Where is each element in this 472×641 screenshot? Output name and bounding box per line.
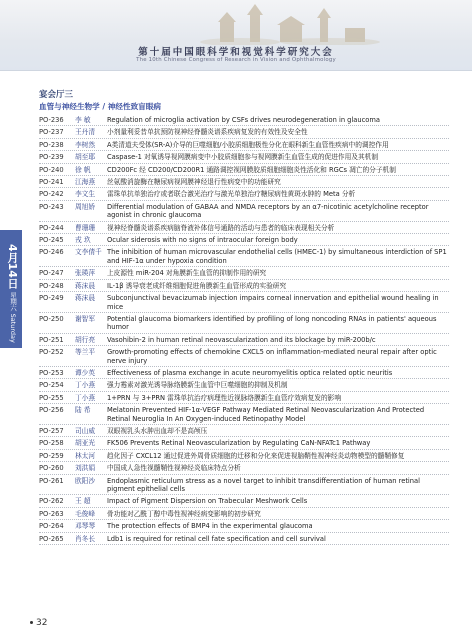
poster-row — [39, 280, 449, 292]
poster-row — [39, 267, 449, 279]
poster-row — [39, 234, 449, 246]
poster-code: PO-263 — [39, 509, 64, 518]
poster-code: PO-253 — [39, 368, 64, 377]
presenter-name: 张瑛萍 — [75, 269, 96, 278]
bullet-icon — [30, 621, 33, 624]
presenter-name: 胡亚光 — [75, 439, 96, 448]
poster-title: Subconjunctival bevacizumab injection impairs corneal innervation and epithelial wound healing in mice — [107, 294, 439, 311]
poster-row — [39, 346, 449, 367]
poster-row — [39, 176, 449, 188]
poster-code: PO-249 — [39, 294, 64, 303]
poster-title: 小剂量利妥昔单抗预防视神经脊髓炎谱系疾病复发的有效性及安全性 — [107, 128, 308, 137]
presenter-name: 胡行亮 — [75, 335, 96, 344]
poster-row — [39, 533, 449, 545]
poster-row — [39, 404, 449, 425]
poster-code: PO-265 — [39, 534, 64, 543]
poster-code: PO-238 — [39, 140, 64, 149]
page-header — [0, 0, 472, 71]
presenter-name: 胡至耶 — [75, 153, 96, 162]
poster-row — [39, 201, 449, 222]
poster-code: PO-252 — [39, 348, 64, 357]
poster-code: PO-244 — [39, 223, 64, 232]
poster-title: 雷珠单抗单独治疗或者联合激光治疗与激光单独治疗糖尿病性黄斑水肿的 Meta 分析 — [107, 190, 356, 199]
poster-code: PO-256 — [39, 406, 64, 415]
presenter-name: 等兰平 — [75, 348, 96, 357]
poster-row — [39, 367, 449, 379]
poster-row — [39, 462, 449, 474]
poster-code: PO-243 — [39, 202, 64, 211]
poster-row — [39, 313, 449, 334]
city-skyline-illustration — [200, 0, 380, 45]
presenter-name: 蒋沫晨 — [75, 281, 96, 290]
presenter-name: 文李倩千 — [75, 248, 102, 257]
poster-row — [39, 188, 449, 200]
poster-title: Impact of Pigment Dispersion on Trabecular Meshwork Cells — [107, 497, 308, 506]
poster-title: IL-1β 诱导衰老成纤维细胞促进角膜新生血管形成的实验研究 — [107, 281, 287, 290]
poster-title: Growth-promoting effects of chemokine CXCL5 on inflammation-mediated neural repair after optic nerve injury — [107, 348, 437, 365]
presenter-name: 周旭娇 — [75, 202, 96, 211]
poster-code: PO-242 — [39, 190, 64, 199]
poster-code: PO-246 — [39, 248, 64, 257]
presenter-name: 谭少英 — [75, 368, 96, 377]
presenter-name: 戎 玖 — [75, 236, 91, 245]
presenter-name: 王 超 — [75, 497, 91, 506]
presenter-name: 欧阳沙 — [75, 476, 96, 485]
session-subtitle: 血管与神经生物学 / 神经性致盲眼病 — [39, 102, 161, 111]
presenter-name: 李树然 — [75, 140, 96, 149]
poster-row — [39, 392, 449, 404]
presenter-name: 司山威 — [75, 426, 96, 435]
poster-title: CD200Fc 经 CD200/CD200R1 通路调控视网膜胶质细胞细胞炎性活化和 RGCs 凋亡的分子机制 — [107, 165, 396, 174]
poster-row — [39, 126, 449, 138]
poster-code: PO-237 — [39, 128, 64, 137]
poster-code: PO-239 — [39, 153, 64, 162]
poster-code: PO-264 — [39, 522, 64, 531]
poster-row — [39, 450, 449, 462]
page-number-text: 32 — [36, 618, 48, 628]
date-label: 4月14日 — [6, 244, 19, 289]
poster-row — [39, 495, 449, 507]
poster-row — [39, 139, 449, 151]
poster-title: Melatonin Prevented HIF-1α-VEGF Pathway Mediated Retinal Neovascularization And Protected Retinal Neuroglia In An Oxygen-induced Retinopathy Model — [107, 406, 425, 423]
poster-code: PO-248 — [39, 281, 64, 290]
poster-row — [39, 334, 449, 346]
poster-title: FK506 Prevents Retinal Neovascularization by Regulating CaN-NFATc1 Pathway — [107, 439, 371, 448]
congress-title-chinese: 第十届中国眼科学和视觉科学研究大会 — [138, 47, 334, 58]
poster-title: Differential modulation of GABAA and NMDA receptors by an α7-nicotinic acetylcholine receptor agonist in chronic glaucoma — [107, 202, 429, 220]
poster-code: PO-260 — [39, 464, 64, 473]
poster-title: 上皮源性 miR-204 对角膜新生血管的抑制作用的研究 — [107, 269, 267, 278]
presenter-name: 曹珊珊 — [75, 223, 96, 232]
page-number — [30, 618, 47, 628]
poster-code: PO-247 — [39, 269, 64, 278]
presenter-name: 江海燕 — [75, 178, 96, 187]
presenter-name: 李文生 — [75, 190, 96, 199]
poster-title: Caspase-1 对氧诱导视网膜病变中小胶质细胞参与视网膜新生血管生成的促进作用及其机制 — [107, 153, 379, 162]
poster-code: PO-259 — [39, 451, 64, 460]
poster-row — [39, 520, 449, 532]
poster-list — [39, 114, 449, 545]
poster-row — [39, 292, 449, 313]
poster-row — [39, 508, 449, 520]
poster-row — [39, 114, 449, 126]
poster-row — [39, 222, 449, 234]
weekday-label: 星期六 Saturday — [9, 292, 17, 343]
poster-code: PO-240 — [39, 165, 64, 174]
poster-code: PO-250 — [39, 314, 64, 323]
poster-title: Ocular siderosis with no signs of intraocular foreign body — [107, 236, 298, 245]
poster-title: The inhibition of human microvascular endothelial cells (HMEC-1) by simultaneous interdiction of SP1 and HIF-1α under hypoxia condition — [107, 248, 447, 265]
poster-row — [39, 246, 449, 267]
poster-code: PO-258 — [39, 439, 64, 448]
poster-code: PO-245 — [39, 236, 64, 245]
congress-title-english: The 10th Chinese Congress of Research in Vision and Ophthalmology — [136, 57, 336, 63]
poster-title: Potential glaucoma biomarkers identified by profiling of long noncoding RNAs in patients' aqueous humor — [107, 314, 437, 332]
presenter-name: 毛俊峰 — [75, 509, 96, 518]
poster-title: Vasohibin-2 in human retinal neovascularization and its blockage by miR-200b/c — [107, 335, 376, 344]
poster-code: PO-255 — [39, 393, 64, 402]
poster-title: 骨功能对乙酰丁醇中毒性视神经病变影响的初步研究 — [107, 509, 261, 518]
poster-title: 强力霉素对激光诱导脉络膜新生血管中巨噬细胞的抑制及机制 — [107, 381, 288, 390]
presenter-name: 蒋沫晨 — [75, 294, 96, 303]
poster-code: PO-236 — [39, 116, 64, 124]
poster-row — [39, 475, 449, 496]
presenter-name: 徐 帆 — [75, 165, 91, 174]
presenter-name: 邓琴琴 — [75, 522, 96, 531]
poster-row — [39, 425, 449, 437]
poster-row — [39, 437, 449, 449]
presenter-name: 丁小燕 — [75, 393, 96, 402]
poster-row — [39, 151, 449, 163]
presenter-name: 李 敏 — [75, 116, 91, 124]
poster-code: PO-254 — [39, 381, 64, 390]
poster-title: Ldb1 is required for retinal cell fate specification and cell survival — [107, 534, 326, 543]
poster-title: Endoplasmic reticulum stress as a novel target to inhibit transdifferentiation of human retinal pigment epithelial cells — [107, 476, 420, 493]
poster-title: A类清道夫受体(SR-A)介导的巨噬细胞/小胶质细胞极性分化在眼科新生血管性疾病中的调控作用 — [107, 140, 389, 149]
presenter-name: 林太河 — [75, 451, 96, 460]
poster-title: 双眼视乳头水肿出血却不是高颅压 — [107, 426, 208, 435]
poster-code: PO-251 — [39, 335, 64, 344]
poster-code: PO-261 — [39, 476, 64, 485]
poster-title: The protection effects of BMP4 in the experimental glaucoma — [107, 522, 313, 531]
poster-title: 1+PRN 与 3+PRN 雷珠单抗治疗病理性近视脉络膜新生血管疗效病复发的影响 — [107, 393, 342, 402]
presenter-name: 谢智军 — [75, 314, 96, 323]
poster-row — [39, 164, 449, 176]
presenter-name: 王丹清 — [75, 128, 96, 137]
poster-row — [39, 379, 449, 391]
session-title: 宴会厅三 — [39, 90, 74, 100]
poster-title: Effectiveness of plasma exchange in acute neuromyelitis optica related optic neuritis — [107, 368, 393, 377]
presenter-name: 肖冬长 — [75, 534, 96, 543]
poster-code: PO-262 — [39, 497, 64, 506]
date-side-tab — [0, 230, 22, 348]
poster-title: Regulation of microglia activation by CSFs drives neurodegeneration in glaucoma — [107, 116, 380, 124]
poster-title: 丝氨酸消旋酶在糖尿病视网膜神经退行性病变中的功能研究 — [107, 178, 281, 187]
poster-title: 视神经脊髓炎谱系疾病脑脊液补体信号通路的活动与患者的临床表现相关分析 — [107, 223, 335, 232]
poster-title: 中国成人急性视髓鞘性视神经炎临床特点分析 — [107, 464, 241, 473]
presenter-name: 陆 希 — [75, 406, 91, 415]
presenter-name: 刘洪娟 — [75, 464, 96, 473]
poster-code: PO-241 — [39, 178, 64, 187]
poster-code: PO-257 — [39, 426, 64, 435]
presenter-name: 丁小燕 — [75, 381, 96, 390]
poster-title: 趋化因子 CXCL12 通过促进外周骨质细胞的迁移和分化来促进视脑鞘性视神经炎动物模型的髓鞘修复 — [107, 451, 405, 460]
